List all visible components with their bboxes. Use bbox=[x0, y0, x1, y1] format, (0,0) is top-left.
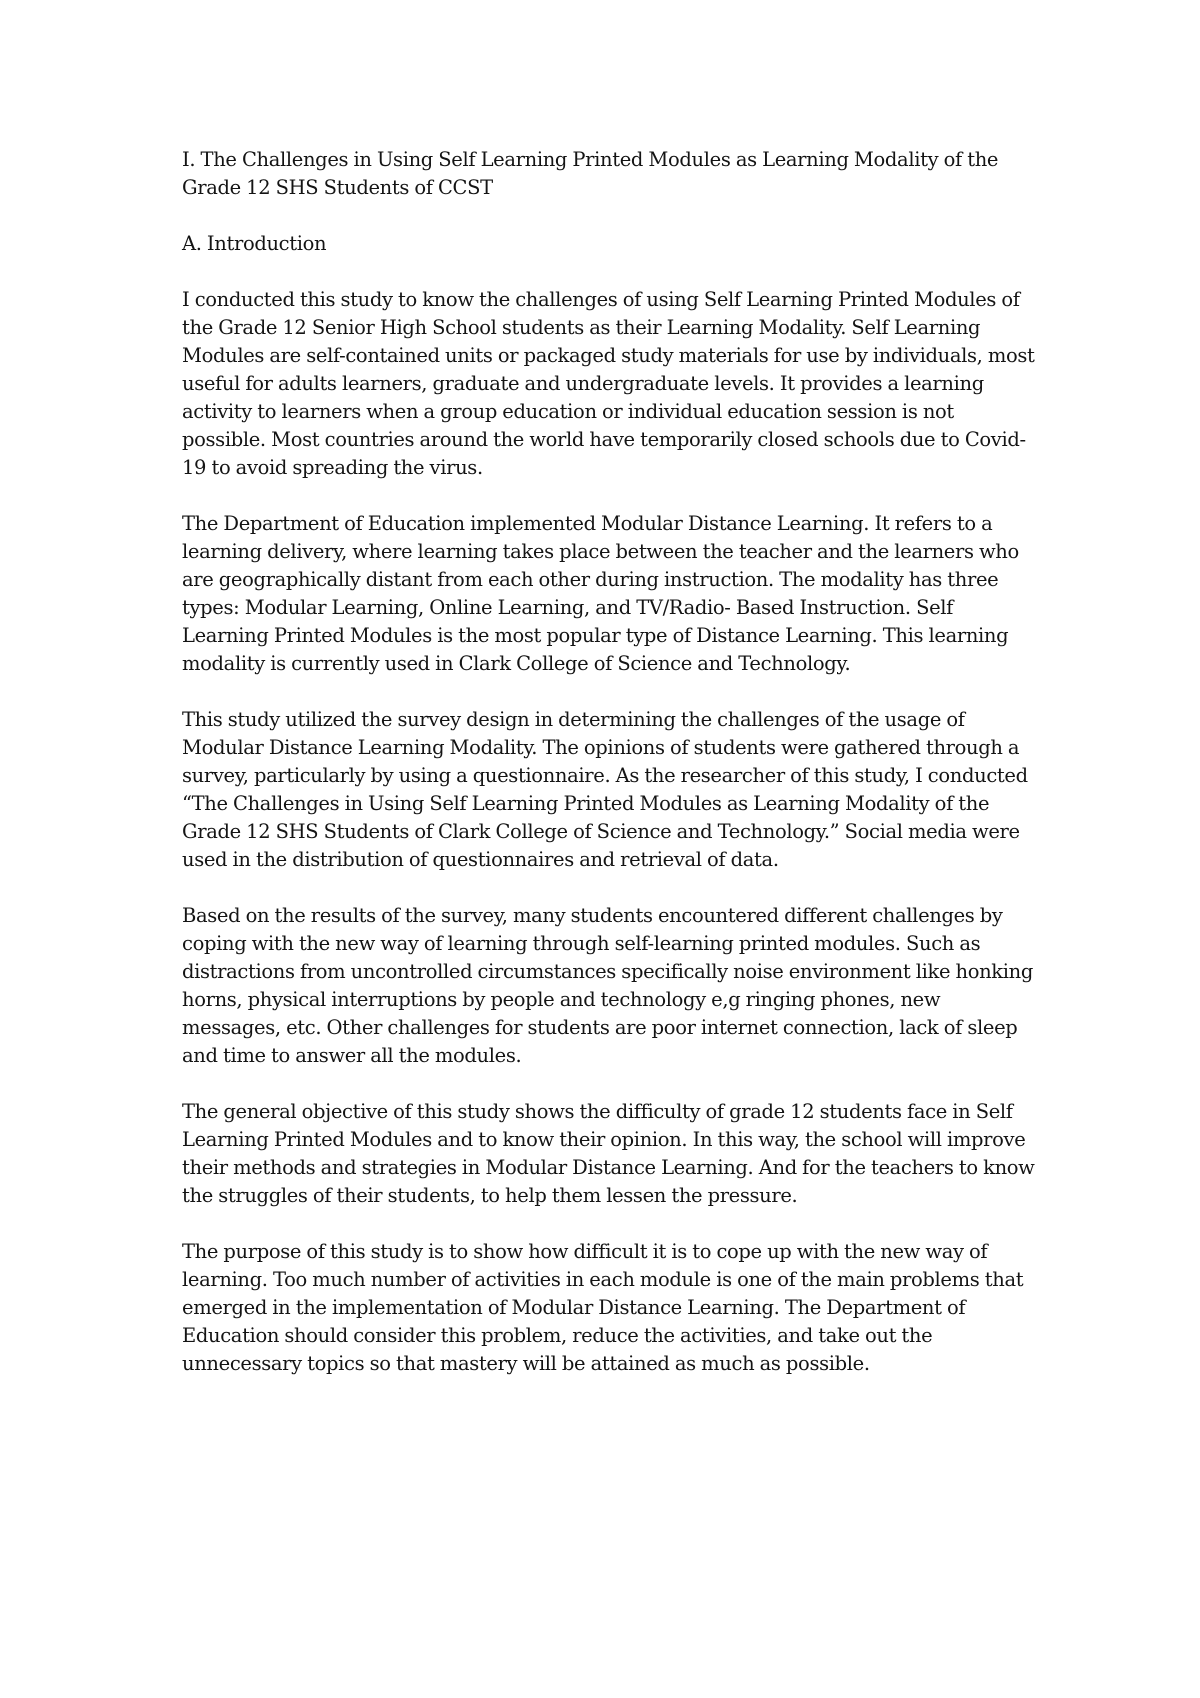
paragraph-4: Based on the results of the survey, many students encountered different challenges by coping with the new way of learning through self-learning printed modules. Such as distractions from uncontrolled circumstances specifically noise environment like honking horns, physical interruptions by people and technology e,g ringing phones, new messages, etc. Other challenges for students are poor internet connection, lack of sleep and time to answer all the modules. bbox=[182, 904, 1033, 1067]
paragraph-2: The Department of Education implemented Modular Distance Learning. It refers to a learning delivery, where learning takes place between the teacher and the learners who are geographically distant from each other during instruction. The modality has three types: Modular Learning, Online Learning, and TV/Radio- Based Instruction. Self Learning Printed Modules is the most popular type of Distance Learning. This learning modality is currently used in Clark College of Science and Technology. bbox=[182, 512, 1019, 675]
paragraph-1: I conducted this study to know the challenges of using Self Learning Printed Modules of the Grade 12 Senior High School students as their Learning Modality. Self Learning Modules are self-contained units or packaged study materials for use by individuals, most useful for adults learners, graduate and undergraduate levels. It provides a learning activity to learners when a group education or individual education session is not possible. Most countries around the world have temporarily closed schools due to Covid-19 to avoid spreading the virus. bbox=[182, 288, 1035, 479]
document-title: I. The Challenges in Using Self Learning Printed Modules as Learning Modality of the Grade 12 SHS Students of CCST bbox=[182, 148, 999, 199]
paragraph-5: The general objective of this study shows the difficulty of grade 12 students face in Self Learning Printed Modules and to know their opinion. In this way, the school will improve their methods and strategies in Modular Distance Learning. And for the teachers to know the struggles of their students, to help them lessen the pressure. bbox=[182, 1100, 1035, 1207]
document-body bbox=[182, 146, 1042, 1406]
paragraph-6: The purpose of this study is to show how difficult it is to cope up with the new way of learning. Too much number of activities in each module is one of the main problems that emerged in the implementation of Modular Distance Learning. The Department of Education should consider this problem, reduce the activities, and take out the unnecessary topics so that mastery will be attained as much as possible. bbox=[182, 1240, 1024, 1375]
section-heading: A. Introduction bbox=[182, 232, 327, 255]
paragraph-3: This study utilized the survey design in determining the challenges of the usage of Modular Distance Learning Modality. The opinions of students were gathered through a survey, particularly by using a questionnaire. As the researcher of this study, I conducted “The Challenges in Using Self Learning Printed Modules as Learning Modality of the Grade 12 SHS Students of Clark College of Science and Technology.” Social media were used in the distribution of questionnaires and retrieval of data. bbox=[182, 708, 1028, 871]
